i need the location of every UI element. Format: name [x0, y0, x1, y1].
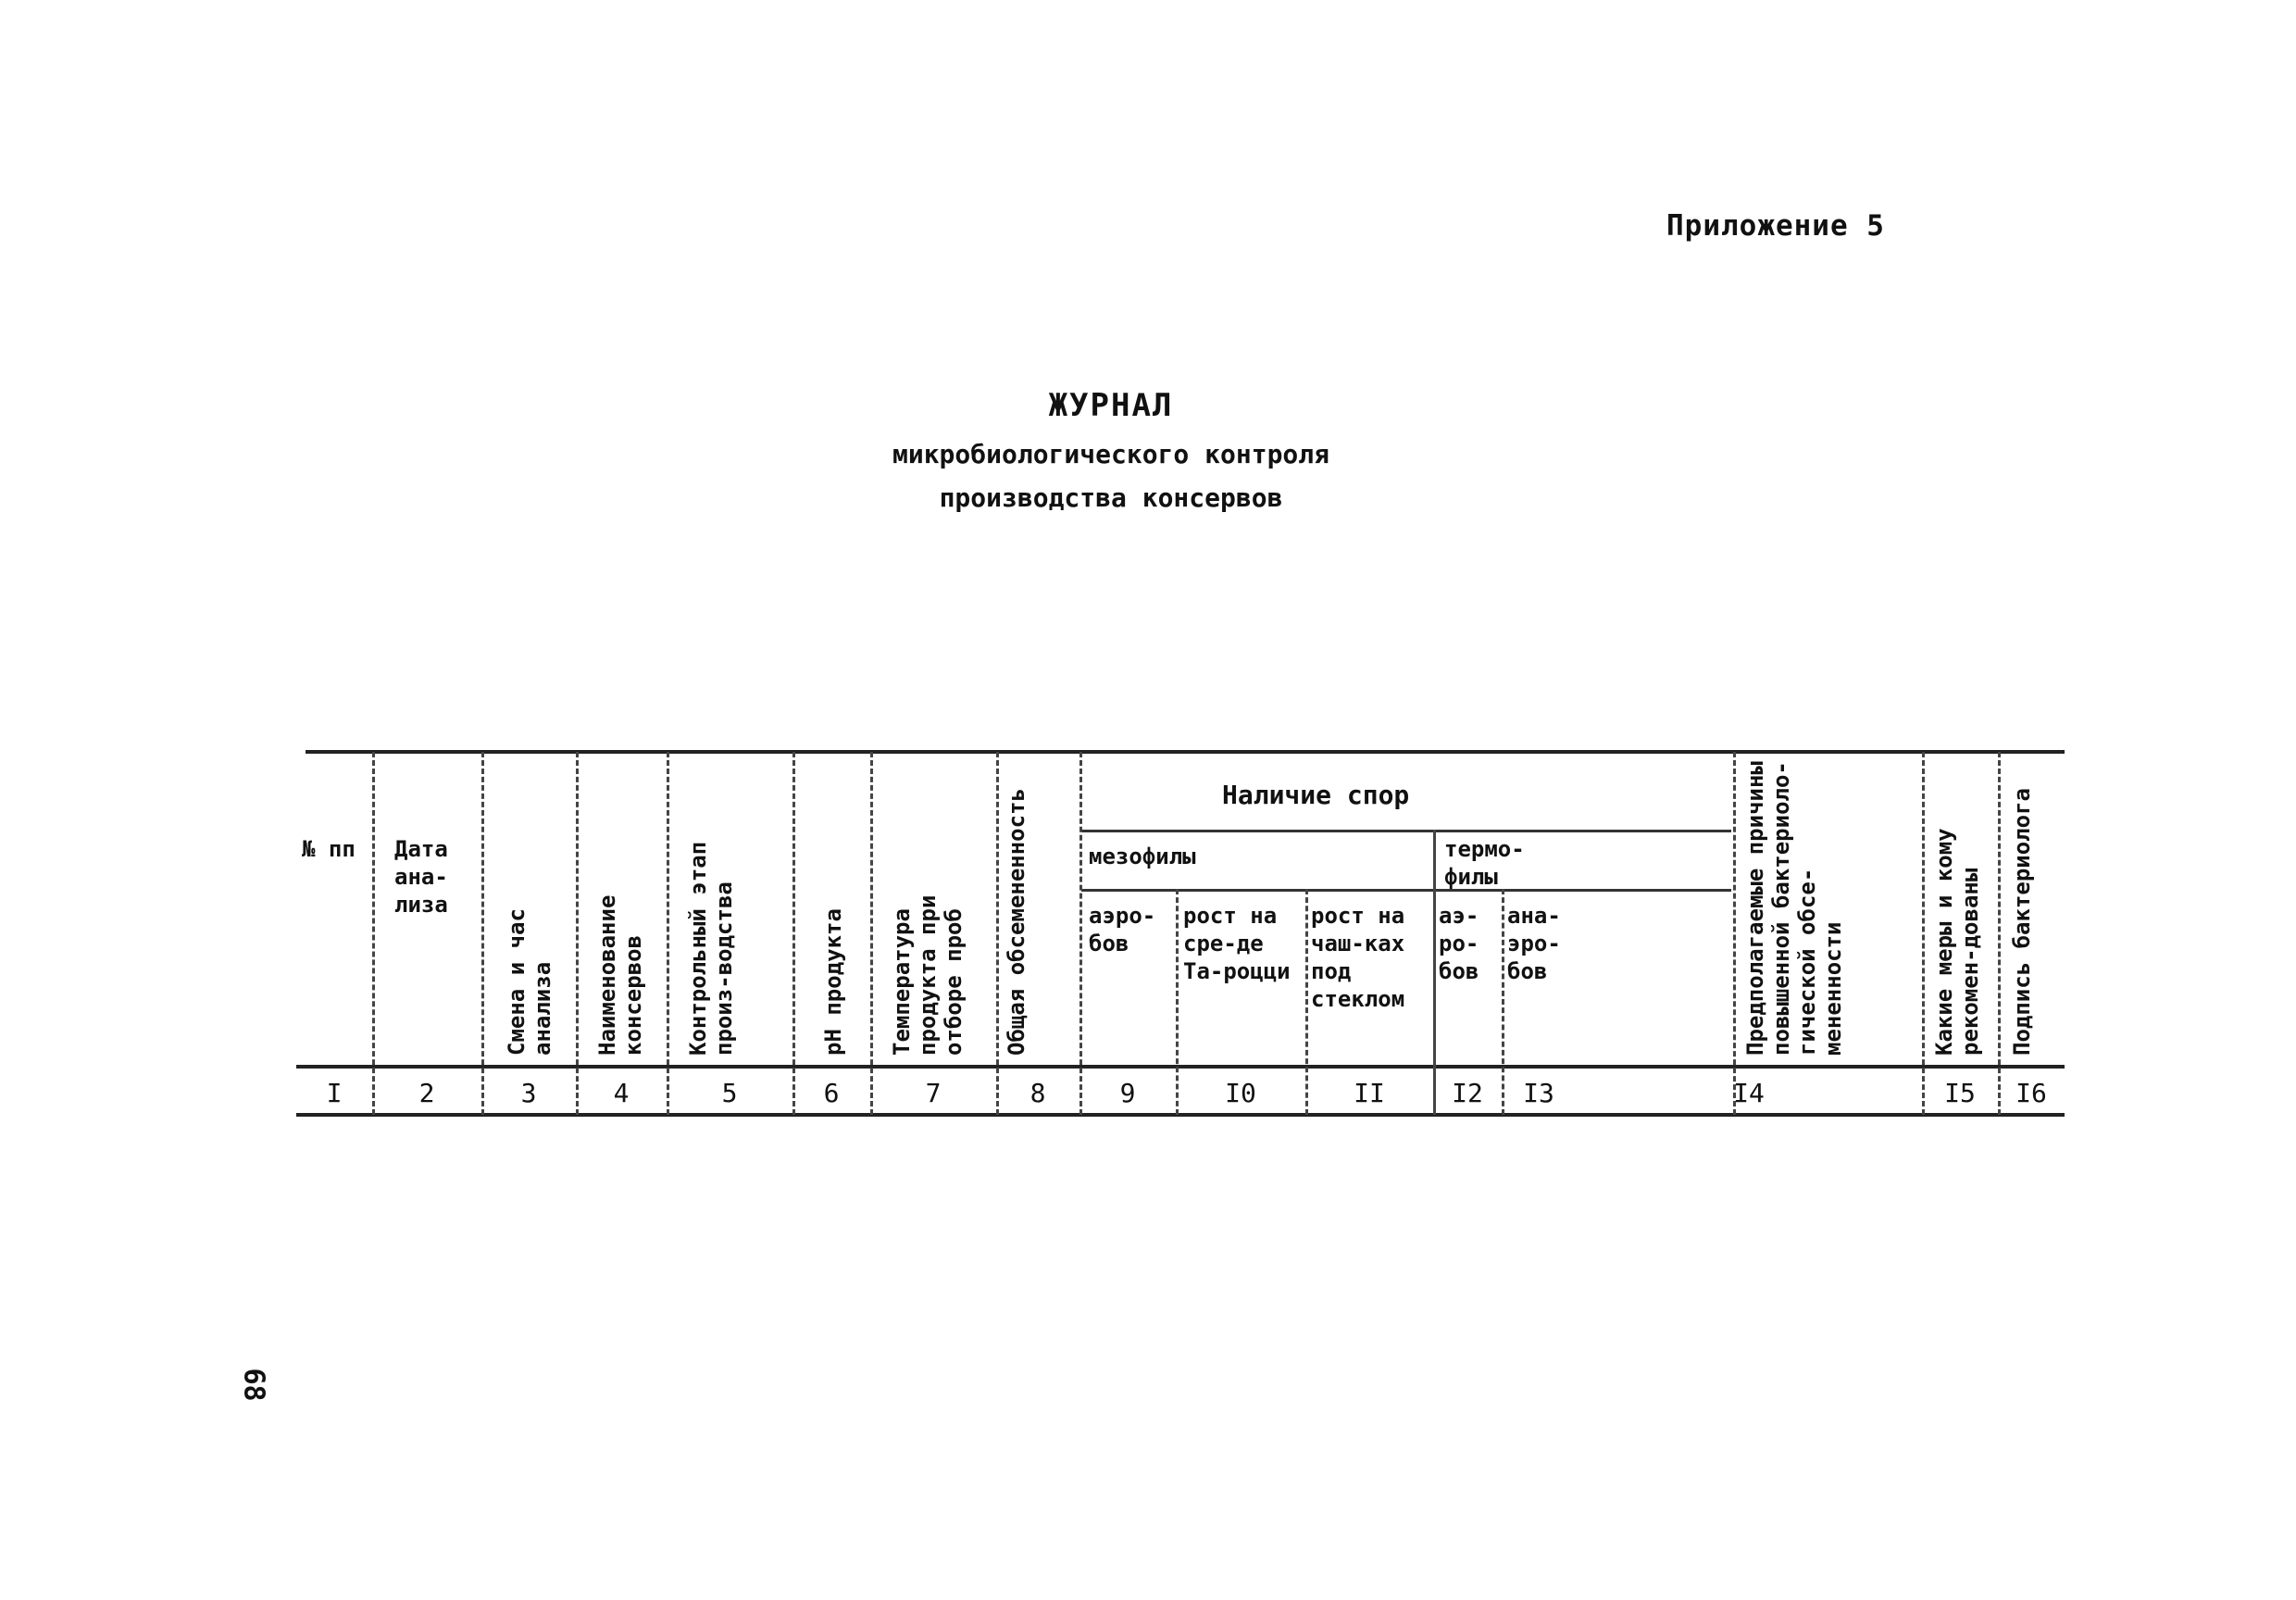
col-number-9: 9 — [1119, 1078, 1136, 1108]
title-line-2: микробиологического контроля — [892, 439, 1329, 469]
page-number: 68 — [237, 1368, 270, 1402]
subgroup-thermophiles: термо-филы — [1444, 836, 1525, 890]
header-col-13: ана-эро-бов — [1507, 903, 1561, 984]
col-number-6: 6 — [823, 1078, 840, 1108]
group-header-rule — [1081, 830, 1731, 832]
col-divider — [870, 752, 873, 1115]
col-divider — [481, 752, 484, 1115]
col-divider — [1922, 752, 1925, 1115]
col-divider — [1433, 830, 1436, 1115]
col-number-2: 2 — [418, 1078, 435, 1108]
subgroup-rule — [1081, 889, 1731, 892]
group-header-spores: Наличие спор — [1222, 780, 1410, 810]
title-line-3: производства консервов — [939, 482, 1283, 513]
col-number-14: I4 — [1733, 1078, 1765, 1108]
table-top-rule — [306, 750, 2065, 754]
col-number-12: I2 — [1452, 1078, 1483, 1108]
col-number-7: 7 — [925, 1078, 942, 1108]
header-col-4: Наименование консервов — [594, 894, 646, 1056]
col-divider — [1079, 752, 1082, 1115]
header-col-5: Контрольный этап произ-водства — [685, 841, 737, 1056]
col-number-11: II — [1354, 1078, 1385, 1108]
col-divider — [1998, 752, 2001, 1115]
header-col-7: Температура продукта при отборе проб — [889, 894, 967, 1056]
col-number-3: 3 — [520, 1078, 537, 1108]
col-number-15: I5 — [1944, 1078, 1976, 1108]
header-col-3: Смена и час анализа — [504, 908, 555, 1056]
col-number-13: I3 — [1523, 1078, 1554, 1108]
col-divider — [996, 752, 999, 1115]
header-col-1: № пп — [302, 836, 356, 862]
col-number-10: I0 — [1225, 1078, 1256, 1108]
col-number-16: I6 — [2015, 1078, 2047, 1108]
col-divider — [667, 752, 669, 1115]
col-number-5: 5 — [721, 1078, 738, 1108]
header-col-16: Подпись бактериолога — [2009, 788, 2035, 1056]
table-bottom-rule — [296, 1113, 2065, 1117]
header-col-12: аэ-ро-бов — [1439, 903, 1479, 984]
col-number-8: 8 — [1029, 1078, 1046, 1108]
col-number-4: 4 — [613, 1078, 630, 1108]
document-title — [815, 387, 1407, 513]
col-divider — [576, 752, 579, 1115]
col-divider — [1733, 752, 1736, 1115]
header-col-11: рост на чаш-ках под стеклом — [1311, 903, 1405, 1012]
title-line-1: ЖУРНАЛ — [1048, 387, 1174, 424]
header-col-8: Общая обсемененность — [1004, 788, 1029, 1056]
header-col-2: Дата ана-лиза — [394, 836, 448, 918]
col-divider — [372, 752, 375, 1115]
header-col-14: Предполагаемые причины повышенной бактериоло-гической обсе-мененности — [1742, 761, 1846, 1056]
header-col-15: Какие меры и кому рекомен-дованы — [1931, 828, 1983, 1056]
col-number-1: I — [326, 1078, 343, 1108]
col-divider — [792, 752, 795, 1115]
appendix-label: Приложение 5 — [1666, 209, 1885, 243]
journal-table — [296, 750, 2065, 1120]
subgroup-mesophiles: мезофилы — [1089, 844, 1196, 869]
header-col-9: аэро-бов — [1089, 903, 1156, 956]
header-bottom-rule — [296, 1065, 2065, 1069]
header-col-10: рост на сре-де Та-роцци — [1183, 903, 1291, 984]
header-col-6: pH продукта — [820, 908, 846, 1056]
